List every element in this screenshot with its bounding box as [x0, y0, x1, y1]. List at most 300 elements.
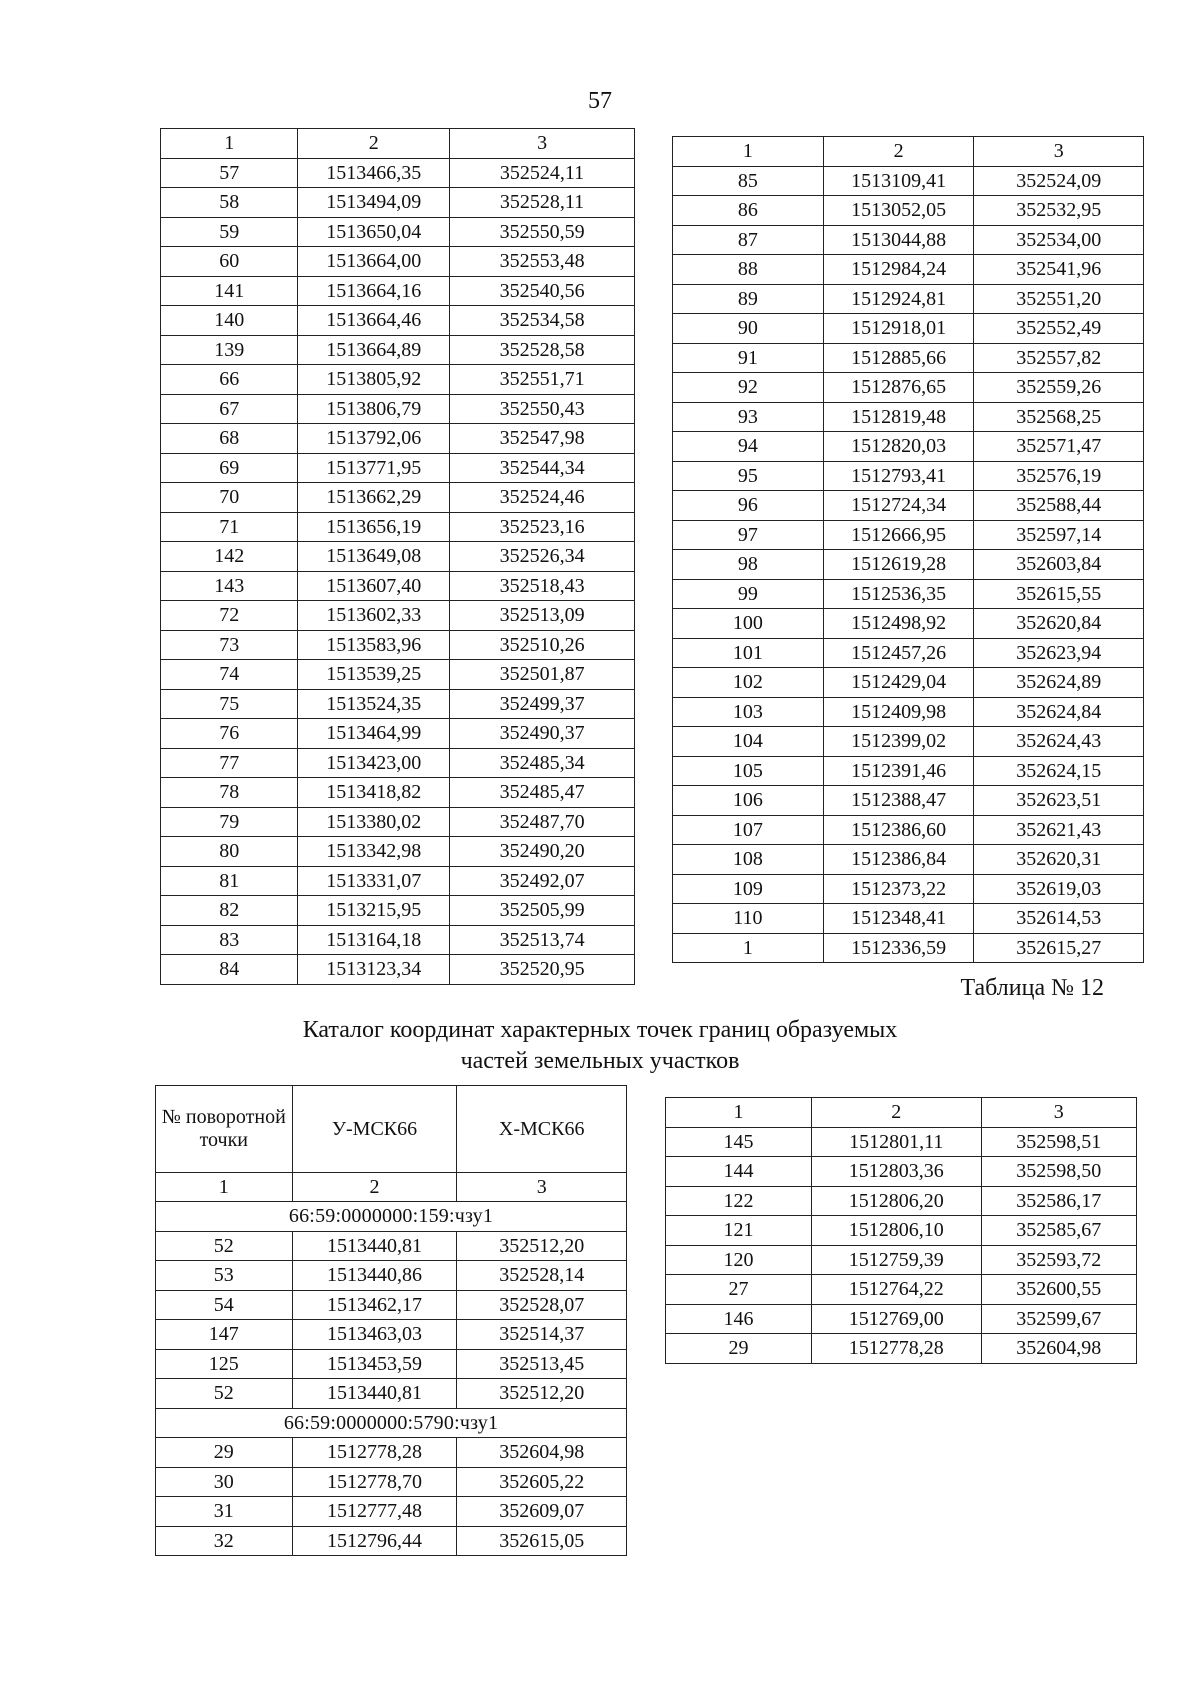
table-row: [673, 845, 1144, 875]
x-coordinate-cell: 352624,84: [974, 697, 1144, 727]
table-row: [666, 1157, 1137, 1187]
table-row: [161, 925, 635, 955]
x-coordinate-cell: 352593,72: [981, 1245, 1136, 1275]
y-coordinate-cell: 1512778,28: [292, 1438, 457, 1468]
point-number-cell: 109: [673, 874, 824, 904]
point-number-cell: 101: [673, 638, 824, 668]
x-coordinate-cell: 352620,84: [974, 609, 1144, 639]
point-number-cell: 85: [673, 166, 824, 196]
point-number-cell: 1: [673, 933, 824, 963]
y-coordinate-cell: 1512793,41: [823, 461, 974, 491]
x-coordinate-cell: 352499,37: [450, 689, 635, 719]
x-coordinate-cell: 352528,58: [450, 335, 635, 365]
point-number-cell: 71: [161, 512, 298, 542]
x-coordinate-cell: 352619,03: [974, 874, 1144, 904]
y-coordinate-cell: 1513792,06: [298, 424, 450, 454]
point-number-cell: 110: [673, 904, 824, 934]
section-row: [156, 1202, 627, 1232]
point-number-cell: 31: [156, 1497, 293, 1527]
table-row: [161, 955, 635, 985]
point-number-cell: 92: [673, 373, 824, 403]
y-coordinate-cell: 1513440,81: [292, 1379, 457, 1409]
coordinate-table-continued-right: [672, 136, 1144, 963]
y-coordinate-cell: 1513215,95: [298, 896, 450, 926]
x-coordinate-cell: 352485,34: [450, 748, 635, 778]
x-coordinate-cell: 352585,67: [981, 1216, 1136, 1246]
point-number-cell: 87: [673, 225, 824, 255]
x-coordinate-cell: 352586,17: [981, 1186, 1136, 1216]
point-number-cell: 100: [673, 609, 824, 639]
col-header-1: 1: [666, 1098, 812, 1128]
table-row: [161, 483, 635, 513]
x-coordinate-cell: 352528,11: [450, 188, 635, 218]
point-number-cell: 142: [161, 542, 298, 572]
table-row: [673, 255, 1144, 285]
table-row: [673, 314, 1144, 344]
point-number-cell: 107: [673, 815, 824, 845]
point-number-cell: 53: [156, 1261, 293, 1291]
x-coordinate-cell: 352552,49: [974, 314, 1144, 344]
y-coordinate-cell: 1513607,40: [298, 571, 450, 601]
point-number-cell: 95: [673, 461, 824, 491]
table-row: [673, 815, 1144, 845]
x-coordinate-cell: 352520,95: [450, 955, 635, 985]
table-row: [161, 542, 635, 572]
point-number-cell: 99: [673, 579, 824, 609]
parcel-parts-coordinate-table: [155, 1085, 627, 1556]
table-row: [673, 756, 1144, 786]
x-coordinate-cell: 352614,53: [974, 904, 1144, 934]
point-number-cell: 70: [161, 483, 298, 513]
x-coordinate-cell: 352523,16: [450, 512, 635, 542]
y-coordinate-cell: 1512820,03: [823, 432, 974, 462]
table-row: [673, 196, 1144, 226]
y-coordinate-cell: 1513664,89: [298, 335, 450, 365]
y-coordinate-cell: 1512924,81: [823, 284, 974, 314]
table-row: [161, 719, 635, 749]
col-header-1: 1: [161, 129, 298, 159]
x-coordinate-cell: 352604,98: [457, 1438, 627, 1468]
point-number-cell: 91: [673, 343, 824, 373]
point-number-cell: 145: [666, 1127, 812, 1157]
table-row: [161, 335, 635, 365]
y-coordinate-cell: 1512348,41: [823, 904, 974, 934]
y-coordinate-cell: 1513380,02: [298, 807, 450, 837]
y-coordinate-cell: 1513331,07: [298, 866, 450, 896]
coordinate-table-continued-left: [160, 128, 635, 985]
x-coordinate-cell: 352534,58: [450, 306, 635, 336]
y-coordinate-cell: 1513583,96: [298, 630, 450, 660]
y-coordinate-cell: 1513464,99: [298, 719, 450, 749]
table-row: [673, 697, 1144, 727]
y-coordinate-cell: 1512918,01: [823, 314, 974, 344]
y-coordinate-cell: 1513466,35: [298, 158, 450, 188]
point-number-cell: 144: [666, 1157, 812, 1187]
x-coordinate-cell: 352551,20: [974, 284, 1144, 314]
table-row: [161, 306, 635, 336]
x-coordinate-cell: 352524,09: [974, 166, 1144, 196]
x-coordinate-cell: 352512,20: [457, 1231, 627, 1261]
y-coordinate-cell: 1512457,26: [823, 638, 974, 668]
table-row: [161, 689, 635, 719]
x-coordinate-cell: 352513,45: [457, 1349, 627, 1379]
point-number-cell: 79: [161, 807, 298, 837]
table-row: [156, 1261, 627, 1291]
point-number-cell: 120: [666, 1245, 812, 1275]
x-coordinate-cell: 352600,55: [981, 1275, 1136, 1305]
x-coordinate-cell: 352547,98: [450, 424, 635, 454]
x-coordinate-cell: 352485,47: [450, 778, 635, 808]
point-number-cell: 75: [161, 689, 298, 719]
table-row: [156, 1290, 627, 1320]
point-number-cell: 97: [673, 520, 824, 550]
table-row: [673, 904, 1144, 934]
x-coordinate-cell: 352551,71: [450, 365, 635, 395]
y-coordinate-cell: 1512819,48: [823, 402, 974, 432]
point-number-cell: 27: [666, 1275, 812, 1305]
y-coordinate-cell: 1513656,19: [298, 512, 450, 542]
point-number-cell: 125: [156, 1349, 293, 1379]
table-row: [666, 1216, 1137, 1246]
table-row: [161, 217, 635, 247]
x-coordinate-cell: 352505,99: [450, 896, 635, 926]
point-number-cell: 121: [666, 1216, 812, 1246]
y-coordinate-cell: 1513650,04: [298, 217, 450, 247]
x-coordinate-cell: 352514,37: [457, 1320, 627, 1350]
y-coordinate-cell: 1512619,28: [823, 550, 974, 580]
y-coordinate-cell: 1512399,02: [823, 727, 974, 757]
x-coordinate-cell: 352490,20: [450, 837, 635, 867]
table-row: [666, 1334, 1137, 1364]
point-number-cell: 102: [673, 668, 824, 698]
page-number: 57: [588, 88, 612, 114]
point-number-cell: 67: [161, 394, 298, 424]
point-number-cell: 59: [161, 217, 298, 247]
y-coordinate-cell: 1512759,39: [812, 1245, 982, 1275]
point-number-cell: 89: [673, 284, 824, 314]
x-coordinate-cell: 352624,15: [974, 756, 1144, 786]
y-coordinate-cell: 1512724,34: [823, 491, 974, 521]
x-coordinate-cell: 352544,34: [450, 453, 635, 483]
y-coordinate-cell: 1513771,95: [298, 453, 450, 483]
point-number-cell: 69: [161, 453, 298, 483]
point-number-cell: 83: [161, 925, 298, 955]
point-number-cell: 57: [161, 158, 298, 188]
x-coordinate-cell: 352540,56: [450, 276, 635, 306]
y-coordinate-cell: 1513052,05: [823, 196, 974, 226]
point-number-cell: 90: [673, 314, 824, 344]
point-number-cell: 80: [161, 837, 298, 867]
y-coordinate-cell: 1513418,82: [298, 778, 450, 808]
table-row: [673, 491, 1144, 521]
point-number-cell: 58: [161, 188, 298, 218]
table-row: [673, 461, 1144, 491]
point-number-cell: 66: [161, 365, 298, 395]
x-coordinate-cell: 352623,51: [974, 786, 1144, 816]
point-number-cell: 122: [666, 1186, 812, 1216]
point-number-cell: 77: [161, 748, 298, 778]
col-header-3: 3: [457, 1173, 627, 1202]
point-number-cell: 88: [673, 255, 824, 285]
point-number-cell: 140: [161, 306, 298, 336]
point-number-cell: 29: [156, 1438, 293, 1468]
point-number-cell: 146: [666, 1304, 812, 1334]
point-number-cell: 78: [161, 778, 298, 808]
table-row: [673, 638, 1144, 668]
table-row: [161, 748, 635, 778]
table-row: [161, 394, 635, 424]
point-number-cell: 139: [161, 335, 298, 365]
y-coordinate-cell: 1512388,47: [823, 786, 974, 816]
y-coordinate-cell: 1512803,36: [812, 1157, 982, 1187]
y-coordinate-cell: 1512373,22: [823, 874, 974, 904]
x-coordinate-cell: 352576,19: [974, 461, 1144, 491]
table-row: [161, 778, 635, 808]
x-coordinate-cell: 352588,44: [974, 491, 1144, 521]
table-row: [673, 874, 1144, 904]
point-number-cell: 52: [156, 1379, 293, 1409]
y-coordinate-cell: 1512409,98: [823, 697, 974, 727]
y-coordinate-cell: 1513342,98: [298, 837, 450, 867]
y-coordinate-cell: 1512536,35: [823, 579, 974, 609]
column-number-row: [673, 137, 1144, 167]
point-number-cell: 82: [161, 896, 298, 926]
point-number-cell: 52: [156, 1231, 293, 1261]
table-row: [161, 571, 635, 601]
x-coordinate-cell: 352524,46: [450, 483, 635, 513]
col-header-3: 3: [450, 129, 635, 159]
table-row: [673, 933, 1144, 963]
x-coordinate-cell: 352557,82: [974, 343, 1144, 373]
y-coordinate-cell: 1512769,00: [812, 1304, 982, 1334]
x-coordinate-cell: 352550,43: [450, 394, 635, 424]
table-row: [161, 601, 635, 631]
table-row: [666, 1304, 1137, 1334]
x-coordinate-cell: 352553,48: [450, 247, 635, 277]
x-coordinate-cell: 352568,25: [974, 402, 1144, 432]
table-row: [156, 1526, 627, 1556]
y-coordinate-cell: 1512386,60: [823, 815, 974, 845]
point-number-cell: 76: [161, 719, 298, 749]
point-number-cell: 68: [161, 424, 298, 454]
y-coordinate-cell: 1513423,00: [298, 748, 450, 778]
table-row: [673, 786, 1144, 816]
point-number-cell: 86: [673, 196, 824, 226]
x-coordinate-cell: 352532,95: [974, 196, 1144, 226]
col-header-2: 2: [812, 1098, 982, 1128]
y-coordinate-cell: 1513805,92: [298, 365, 450, 395]
catalog-title: [0, 1015, 1200, 1077]
x-coordinate-cell: 352528,07: [457, 1290, 627, 1320]
x-coordinate-header: Х-МСК66: [457, 1086, 627, 1173]
y-coordinate-cell: 1513662,29: [298, 483, 450, 513]
y-coordinate-cell: 1513602,33: [298, 601, 450, 631]
table-row: [161, 630, 635, 660]
column-number-row: [161, 129, 635, 159]
table-row: [161, 866, 635, 896]
point-number-cell: 72: [161, 601, 298, 631]
y-coordinate-cell: 1513123,34: [298, 955, 450, 985]
table-number-label: Таблица № 12: [960, 975, 1104, 1001]
x-coordinate-cell: 352598,50: [981, 1157, 1136, 1187]
x-coordinate-cell: 352528,14: [457, 1261, 627, 1291]
point-number-cell: 108: [673, 845, 824, 875]
y-coordinate-cell: 1512876,65: [823, 373, 974, 403]
point-number-cell: 141: [161, 276, 298, 306]
x-coordinate-cell: 352490,37: [450, 719, 635, 749]
table-row: [156, 1320, 627, 1350]
x-coordinate-cell: 352524,11: [450, 158, 635, 188]
point-number-cell: 104: [673, 727, 824, 757]
point-number-cell: 103: [673, 697, 824, 727]
table-row: [161, 837, 635, 867]
section-row: [156, 1408, 627, 1438]
table-row: [673, 373, 1144, 403]
x-coordinate-cell: 352513,09: [450, 601, 635, 631]
point-number-cell: 106: [673, 786, 824, 816]
table-row: [673, 402, 1144, 432]
table-row: [673, 166, 1144, 196]
x-coordinate-cell: 352615,27: [974, 933, 1144, 963]
table-row: [161, 365, 635, 395]
y-coordinate-cell: 1513664,00: [298, 247, 450, 277]
x-coordinate-cell: 352492,07: [450, 866, 635, 896]
table-row: [156, 1379, 627, 1409]
x-coordinate-cell: 352621,43: [974, 815, 1144, 845]
parcel-parts-coordinate-table-right: [665, 1097, 1137, 1364]
y-coordinate-cell: 1512801,11: [812, 1127, 982, 1157]
y-coordinate-cell: 1513164,18: [298, 925, 450, 955]
x-coordinate-cell: 352620,31: [974, 845, 1144, 875]
x-coordinate-cell: 352597,14: [974, 520, 1144, 550]
y-coordinate-cell: 1512796,44: [292, 1526, 457, 1556]
x-coordinate-cell: 352624,43: [974, 727, 1144, 757]
y-coordinate-cell: 1512391,46: [823, 756, 974, 786]
y-coordinate-cell: 1512778,28: [812, 1334, 982, 1364]
y-coordinate-cell: 1512806,20: [812, 1186, 982, 1216]
table-row: [161, 807, 635, 837]
table-row: [156, 1497, 627, 1527]
y-coordinate-cell: 1513453,59: [292, 1349, 457, 1379]
point-number-cell: 81: [161, 866, 298, 896]
table-row: [156, 1231, 627, 1261]
y-coordinate-cell: 1512984,24: [823, 255, 974, 285]
point-number-cell: 143: [161, 571, 298, 601]
point-number-cell: 98: [673, 550, 824, 580]
y-coordinate-cell: 1512666,95: [823, 520, 974, 550]
table-row: [673, 727, 1144, 757]
x-coordinate-cell: 352526,34: [450, 542, 635, 572]
table-row: [673, 432, 1144, 462]
header-row: [156, 1086, 627, 1173]
table-row: [161, 247, 635, 277]
x-coordinate-cell: 352615,55: [974, 579, 1144, 609]
table-row: [161, 453, 635, 483]
y-coordinate-cell: 1512336,59: [823, 933, 974, 963]
y-coordinate-cell: 1513494,09: [298, 188, 450, 218]
x-coordinate-cell: 352605,22: [457, 1467, 627, 1497]
point-number-cell: 105: [673, 756, 824, 786]
table-row: [156, 1438, 627, 1468]
parcel-part-id: 66:59:0000000:159:чзу1: [156, 1202, 627, 1232]
y-coordinate-cell: 1513440,81: [292, 1231, 457, 1261]
x-coordinate-cell: 352624,89: [974, 668, 1144, 698]
y-coordinate-cell: 1513664,16: [298, 276, 450, 306]
x-coordinate-cell: 352512,20: [457, 1379, 627, 1409]
table-row: [666, 1275, 1137, 1305]
y-coordinate-cell: 1512764,22: [812, 1275, 982, 1305]
x-coordinate-cell: 352571,47: [974, 432, 1144, 462]
x-coordinate-cell: 352541,96: [974, 255, 1144, 285]
x-coordinate-cell: 352550,59: [450, 217, 635, 247]
x-coordinate-cell: 352534,00: [974, 225, 1144, 255]
parcel-part-id: 66:59:0000000:5790:чзу1: [156, 1408, 627, 1438]
table-row: [161, 512, 635, 542]
table-row: [673, 550, 1144, 580]
table-row: [156, 1349, 627, 1379]
table-row: [161, 660, 635, 690]
x-coordinate-cell: 352604,98: [981, 1334, 1136, 1364]
y-coordinate-cell: 1513539,25: [298, 660, 450, 690]
col-header-2: 2: [292, 1173, 457, 1202]
y-coordinate-cell: 1513524,35: [298, 689, 450, 719]
x-coordinate-cell: 352623,94: [974, 638, 1144, 668]
x-coordinate-cell: 352513,74: [450, 925, 635, 955]
column-number-row: [666, 1098, 1137, 1128]
point-number-cell: 32: [156, 1526, 293, 1556]
table-row: [666, 1127, 1137, 1157]
point-number-cell: 93: [673, 402, 824, 432]
col-header-1: 1: [156, 1173, 293, 1202]
table-row: [673, 520, 1144, 550]
col-header-2: 2: [298, 129, 450, 159]
y-coordinate-cell: 1513664,46: [298, 306, 450, 336]
x-coordinate-cell: 352510,26: [450, 630, 635, 660]
x-coordinate-cell: 352609,07: [457, 1497, 627, 1527]
col-header-1: 1: [673, 137, 824, 167]
point-number-header: № поворотной точки: [156, 1086, 293, 1173]
table-row: [161, 158, 635, 188]
table-row: [666, 1186, 1137, 1216]
x-coordinate-cell: 352615,05: [457, 1526, 627, 1556]
x-coordinate-cell: 352598,51: [981, 1127, 1136, 1157]
y-coordinate-cell: 1512885,66: [823, 343, 974, 373]
table-row: [161, 276, 635, 306]
table-row: [673, 284, 1144, 314]
table-row: [161, 896, 635, 926]
catalog-title-line-2: частей земельных участков: [460, 1048, 740, 1074]
table-row: [673, 668, 1144, 698]
point-number-cell: 147: [156, 1320, 293, 1350]
y-coordinate-cell: 1513044,88: [823, 225, 974, 255]
y-coordinate-cell: 1513440,86: [292, 1261, 457, 1291]
y-coordinate-cell: 1512806,10: [812, 1216, 982, 1246]
point-number-cell: 30: [156, 1467, 293, 1497]
x-coordinate-cell: 352487,70: [450, 807, 635, 837]
catalog-title-line-1: Каталог координат характерных точек границ образуемых: [302, 1017, 898, 1043]
table-row: [673, 225, 1144, 255]
x-coordinate-cell: 352518,43: [450, 571, 635, 601]
y-coordinate-cell: 1512386,84: [823, 845, 974, 875]
point-number-cell: 60: [161, 247, 298, 277]
y-coordinate-cell: 1512498,92: [823, 609, 974, 639]
point-number-cell: 84: [161, 955, 298, 985]
y-coordinate-cell: 1513649,08: [298, 542, 450, 572]
col-header-3: 3: [981, 1098, 1136, 1128]
point-number-cell: 29: [666, 1334, 812, 1364]
table-row: [156, 1467, 627, 1497]
x-coordinate-cell: 352603,84: [974, 550, 1144, 580]
